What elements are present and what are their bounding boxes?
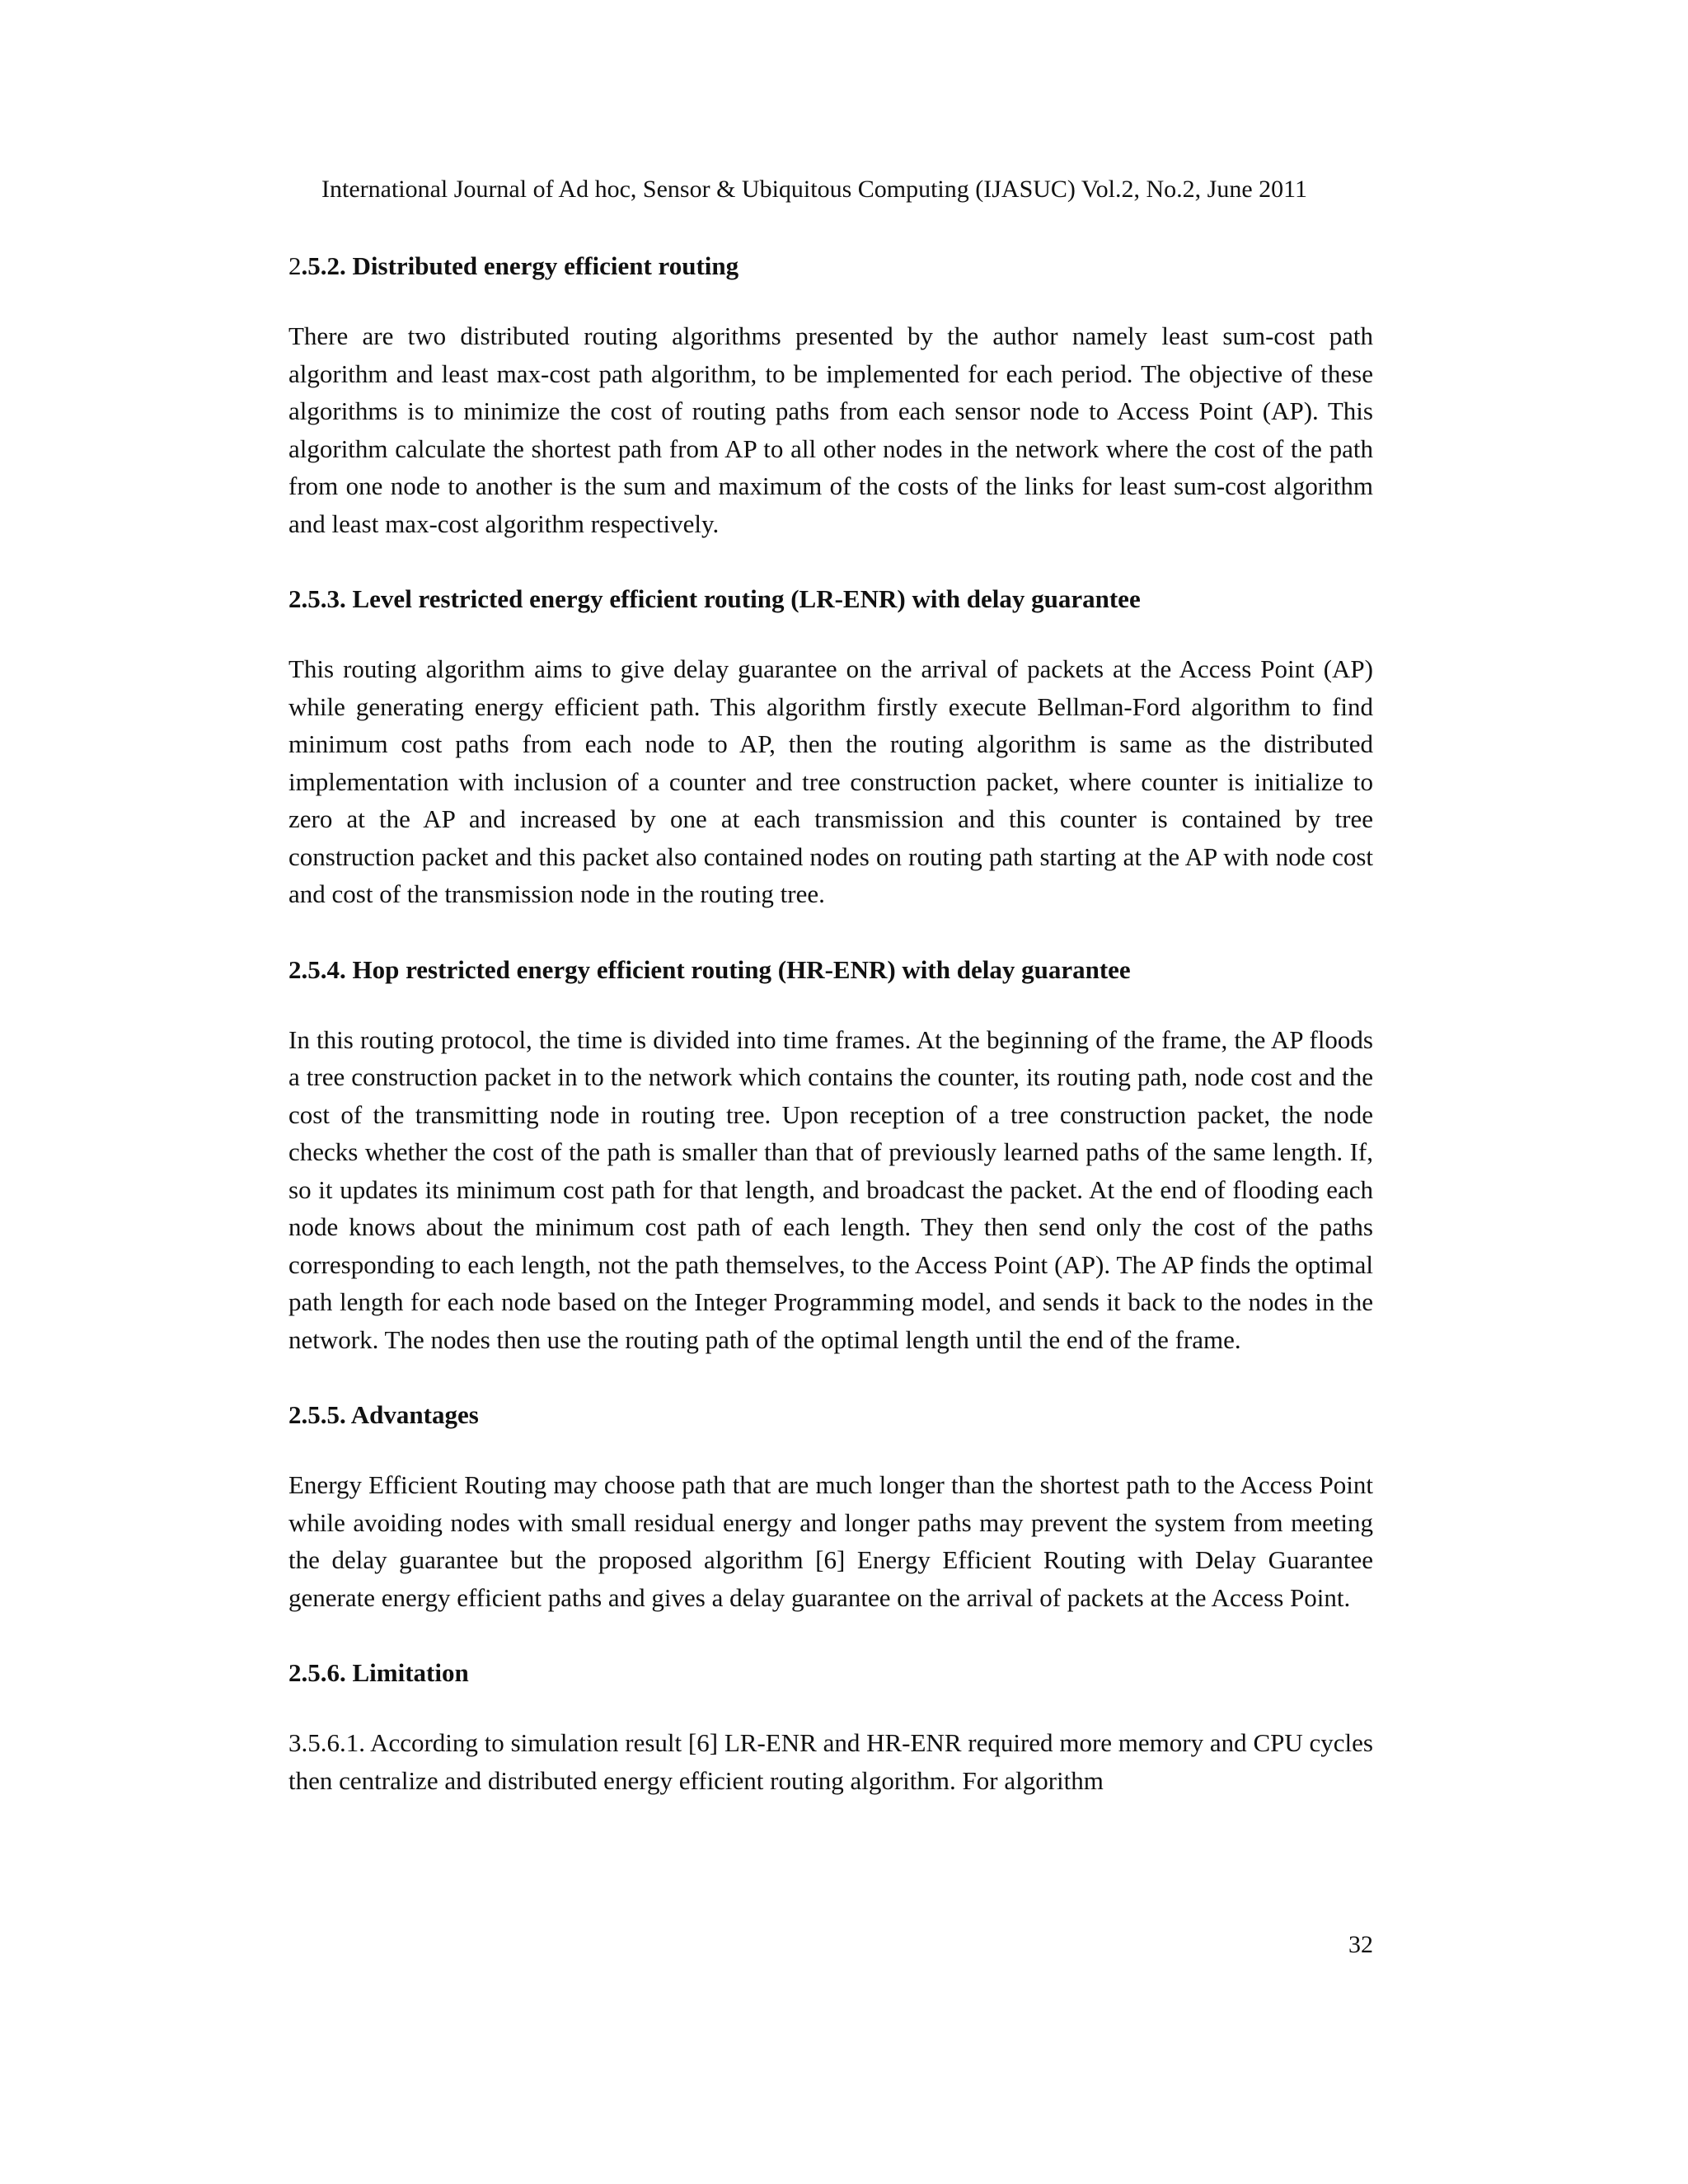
- section-paragraph: There are two distributed routing algorithms presented by the author namely least sum-cost path algorithm and least max-cost path algorithm, to be implemented for each period. The objective of these algorithms is to minimize the cost of routing paths from each sensor node to Access Point (AP). This algorithm calculate the shortest path from AP to all other nodes in the network where the cost of the path from one node to another is the sum and maximum of the costs of the links for least sum-cost algorithm and least max-cost algorithm respectively.: [288, 321, 1373, 538]
- section-heading-text: 2.5.3. Level restricted energy efficient routing (LR-ENR) with delay guarantee: [288, 584, 1141, 613]
- section-heading: [288, 580, 1373, 618]
- section-heading: [288, 247, 1373, 285]
- section-2-5-6: [288, 1654, 1373, 1799]
- section-2-5-3: [288, 580, 1373, 951]
- section-2-5-4: [288, 951, 1373, 1397]
- section-2-5-5: [288, 1396, 1373, 1654]
- section-heading-text: 2.5.5. Advantages: [288, 1400, 479, 1429]
- section-heading-lead: 2: [288, 251, 302, 280]
- section-heading: [288, 1396, 1373, 1434]
- section-heading-text: 2.5.4. Hop restricted energy efficient routing (HR-ENR) with delay guarantee: [288, 954, 1131, 984]
- page-number: 32: [1348, 1931, 1373, 1958]
- section-paragraph: Energy Efficient Routing may choose path that are much longer than the shortest path to the Access Point while avoiding nodes with small residual energy and longer paths may prevent the system from meeting the delay guarantee but the proposed algorithm [6] Energy Efficient Routing with Delay Guarantee generate energy efficient paths and gives a delay guarantee on the arrival of packets at the Access Point.: [288, 1470, 1373, 1612]
- page-body: [288, 247, 1373, 1799]
- section-heading: [288, 951, 1373, 989]
- section-heading-text: 2.5.6. Limitation: [288, 1658, 469, 1687]
- section-paragraph: In this routing protocol, the time is divided into time frames. At the beginning of the frame, the AP floods a tree construction packet in to the network which contains the counter, its routing path, node cost and the cost of the transmitting node in routing tree. Upon reception of a tree construction packet, the node checks whether the cost of the path is smaller than that of previously learned paths of the same length. If, so it updates its minimum cost path for that length, and broadcast the packet. At the end of flooding each node knows about the minimum cost path of each length. They then send only the cost of the paths corresponding to each length, not the path themselves, to the Access Point (AP). The AP finds the optimal path length for each node based on the Integer Programming model, and sends it back to the nodes in the network. The nodes then use the routing path of the optimal length until the end of the frame.: [288, 1024, 1373, 1354]
- section-heading: [288, 1654, 1373, 1692]
- section-paragraph: This routing algorithm aims to give delay guarantee on the arrival of packets at the Access Point (AP) while generating energy efficient path. This algorithm firstly execute Bellman-Ford algorithm to find minimum cost paths from each node to AP, then the routing algorithm is same as the distributed implementation with inclusion of a counter and tree construction packet, where counter is initialize to zero at the AP and increased by one at each transmission and this counter is contained by tree construction packet and this packet also contained nodes on routing path starting at the AP with node cost and cost of the transmission node in the routing tree.: [288, 654, 1373, 908]
- section-paragraph: 3.5.6.1. According to simulation result [6] LR-ENR and HR-ENR required more memory and CPU cycles then centralize and distributed energy efficient routing algorithm. For algorithm: [288, 1728, 1373, 1795]
- section-heading-text: .5.2. Distributed energy efficient routing: [301, 251, 739, 280]
- running-header: International Journal of Ad hoc, Sensor & Ubiquitous Computing (IJASUC) Vol.2, No.2, June 2011: [321, 176, 1308, 203]
- section-2-5-2: [288, 247, 1373, 580]
